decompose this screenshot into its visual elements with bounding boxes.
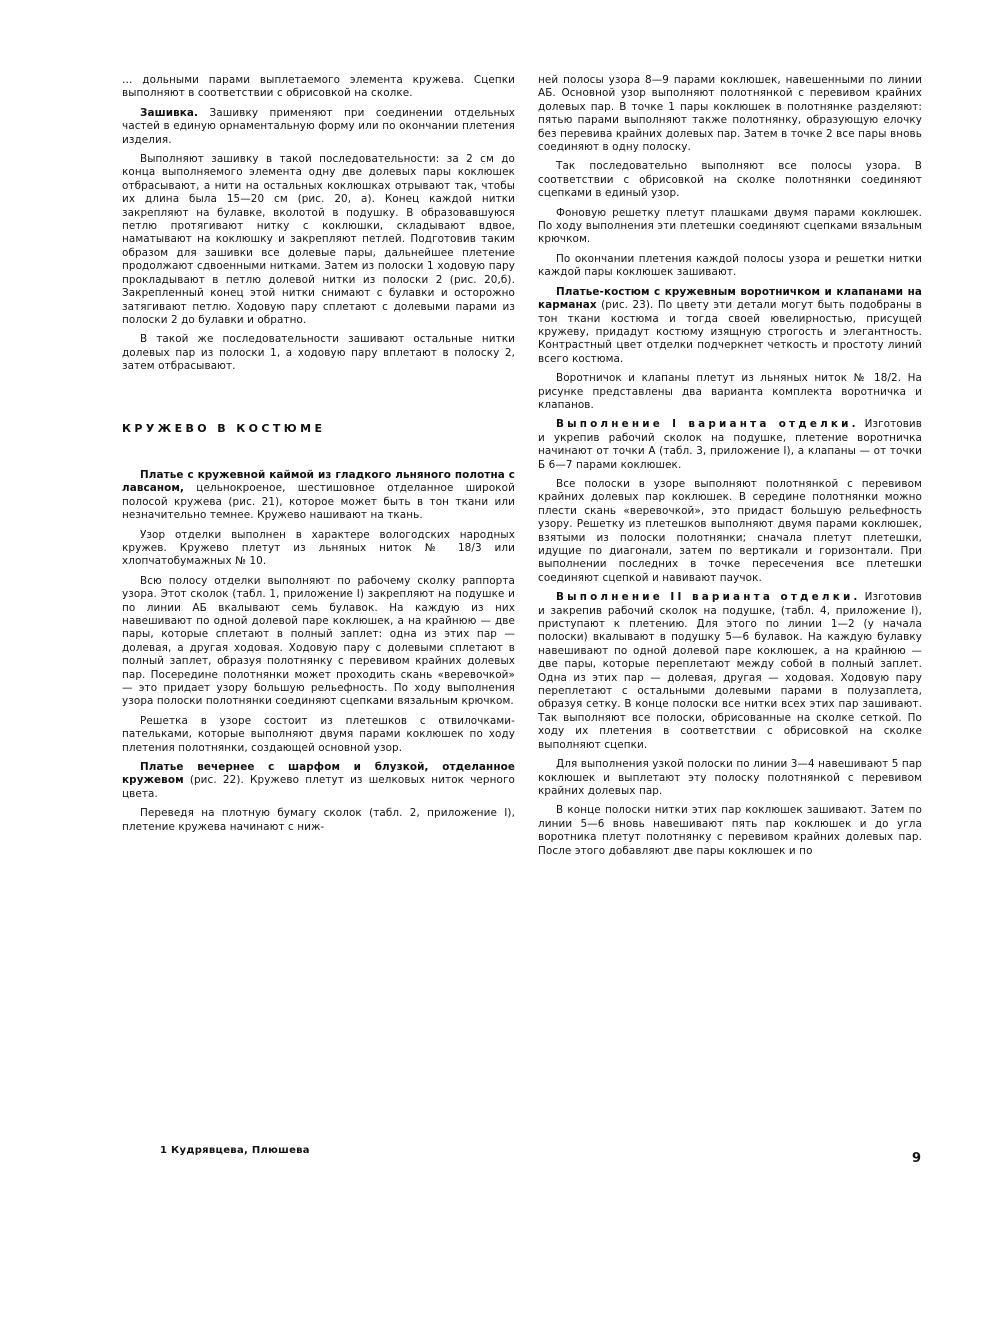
paragraph: ней полосы узора 8—9 парами коклюшек, навешенными по линии АБ. Основной узор выполняют полотнянкой с перевивом крайних долевых пар. В точке 1 пары коклюшек в полотнянке разделяют: пятью парами выполняют также полотнянку, образующую елочку без перевива крайних долевых пар. Затем в точке 2 все пары вновь соединяют в одну полоску. xyxy=(538,74,922,154)
paragraph-text: Изготовив и укрепив рабочий сколок на подушке, плетение воротничка начинают от точки А (табл. 3, приложение I), а клапаны — от точки Б 6—7 парами коклюшек. xyxy=(538,418,923,471)
paragraph xyxy=(538,418,922,472)
bold-lead: Платье с кружевной каймой из гладкого льняного полотна с лавсаном, xyxy=(122,468,515,495)
page-number: 9 xyxy=(912,1151,922,1166)
paragraph xyxy=(122,761,515,801)
spaced-subheading: Выполнение II варианта отделки. xyxy=(556,591,861,604)
paragraph-text: Зашивку применяют при соединении отдельных частей в единую орнаментальную форму или по окончании плетения изделия. xyxy=(122,106,515,146)
paragraph xyxy=(122,107,515,147)
footer-signature: 1 Кудрявцева, Плюшева xyxy=(160,1145,310,1156)
paragraph: Для выполнения узкой полоски по линии 3—4 навешивают 5 пар коклюшек и выплетают эту полоску полотнянкой с перевивом крайних долевых пар. xyxy=(538,758,922,797)
paragraph: Воротничок и клапаны плетут из льняных ниток № 18/2. На рисунке представлены два варианта комплекта воротничка и клапанов. xyxy=(538,372,922,411)
paragraph: В такой же последовательности зашивают остальные нитки долевых пар из полоски 1, а ходовую пару вплетают в полоску 2, затем отбрасывают. xyxy=(122,333,515,373)
paragraph: … дольными парами выплетаемого элемента кружева. Сцепки выполняют в соответствии с обрисовкой на сколке. xyxy=(122,74,515,100)
paragraph-text: (рис. 22). Кружево плетут из шелковых ниток черного цвета. xyxy=(122,774,515,800)
paragraph-text: цельнокроеное, шестишовное отделанное широкой полосой кружева (рис. 21), которое может быть в тон ткани или незначительно темнее. Кружево нашивают на ткань. xyxy=(122,482,515,522)
paragraph: Выполняют зашивку в такой последовательности: за 2 см до конца выполняемого элемента одну две долевых пары коклюшек отбрасывают, а нити на остальных коклюшках отрывают так, чтобы их длина была 15—20 см (рис. 20, а). Конец каждой нитки закрепляют на булавке, вколотой в подушку. В образовавшуюся петлю протягивают нитку с коклюшки, складывают вдвое, наматывают на коклюшку и закрепляют петлей. Подготовив таким образом для зашивки все долевые пары, дальнейшее плетение продолжают сдвоенными нитками. Затем из полоски 1 ходовую пару прокладывают в петлю долевой нитки из полоски 2 (рис. 20,б). Закрепленный конец этой нитки снимают с булавки и осторожно затягивают петлю. Ходовую пару сплетают с долевыми парами из полоски 2 до булавки и обратно. xyxy=(122,153,515,326)
bold-lead: Платье-костюм с кружевным воротничком и клапанами на карманах xyxy=(538,285,922,312)
section-heading: КРУЖЕВО В КОСТЮМЕ xyxy=(122,421,326,435)
paragraph: Все полоски в узоре выполняют полотнянкой с перевивом крайних долевых пар коклюшек. В середине полотнянки можно плести скань «веревочкой», это придаст большую рельефность узору. Решетку из плетешков выполняют двумя парами коклюшек, взятыми из полоски полотнянки; сначала плетут плетешки, идущие по диагонали, затем по вертикали и горизонтали. При выполнении последних в точке пересечения все плетешки соединяют сцепкой и навивают паучок. xyxy=(538,477,922,584)
paragraph: Переведя на плотную бумагу сколок (табл. 2, приложение I), плетение кружева начинают с ниж- xyxy=(122,807,515,833)
paragraph-text: (рис. 23). По цвету эти детали могут быть подобраны в тон ткани костюма и тогда своей ювелирностью, присущей кружеву, придадут костюму изящную строгость и элегантность. Контрастный цвет отделки подчеркнет четкость и простоту линий всего костюма. xyxy=(538,299,922,365)
paragraph: Всю полосу отделки выполняют по рабочему сколку раппорта узора. Этот сколок (табл. 1, приложение I) закрепляют на подушке и по линии АБ вкалывают семь булавок. На каждую из них навешивают по одной долевой паре коклюшек, а на крайнюю — две пары, которые сплетают в полный заплет: одна из этих пар — долевая, а другая ходовая. Ходовую пару с долевыми сплетают в полный заплет, образуя полотнянку с перевивом крайних долевых пар. Посередине полотнянки может проходить скань «веревочкой» — это придает узору большую рельефность. По ходу выполнения узора полоски полотнянки соединяют сцепками вязальным крючком. xyxy=(122,574,515,708)
paragraph-text: Изготовив и закрепив рабочий сколок на подушке, (табл. 4, приложение I), приступают к плетению. Для этого по линии 1—2 (у начала полоски) вкалывают в подушку 5—6 булавок. На каждую булавку навешивают по одной долевой паре коклюшек, а на крайнюю — две пары, которые переплетают между собой в полный заплет. Одна из этих пар — долевая, другая — ходовая. Ходовую пару переплетают с остальными долевыми парами в полузаплета, образуя сетку. В конце полоски все нитки всех этих пар зашивают. Так выполняют все полоски, обрисованные на сколке сеткой. По ходу их плетения в соответствии с обрисовкой на сколке выполняют сцепки. xyxy=(538,591,923,751)
paragraph xyxy=(538,591,922,752)
paragraph: По окончании плетения каждой полосы узора и решетки нитки каждой пары коклюшек зашивают. xyxy=(538,252,922,279)
paragraph: Фоновую решетку плетут плашками двумя парами коклюшек. По ходу выполнения эти плетешки соединяют сцепками вязальным крючком. xyxy=(538,206,922,246)
paragraph xyxy=(538,286,922,366)
left-column xyxy=(122,74,515,840)
bold-lead: Платье вечернее с шарфом и блузкой, отделанное кружевом xyxy=(122,761,515,787)
paragraph: В конце полоски нитки этих пар коклюшек зашивают. Затем по линии 5—6 вновь навешивают пять пар коклюшек и до угла воротника плетут полотнянку с перевивом крайних долевых пар. После этого добавляют две пары коклюшек и по xyxy=(538,804,922,857)
run-in-title: Зашивка. xyxy=(140,106,199,119)
spaced-subheading: Выполнение I варианта отделки. xyxy=(556,418,859,431)
paragraph: Так последовательно выполняют все полосы узора. В соответствии с обрисовкой на сколке полотнянки соединяют сцепками в единый узор. xyxy=(538,160,922,200)
paragraph xyxy=(122,469,515,523)
paragraph: Решетка в узоре состоит из плетешков с отвилочками-пательками, которые выполняют двумя парами коклюшек по ходу плетения полотнянки, создающей основной узор. xyxy=(122,714,515,754)
paragraph: Узор отделки выполнен в характере вологодских народных кружев. Кружево плетут из льняных ниток № 18/3 или хлопчатобумажных № 10. xyxy=(122,528,515,568)
right-column xyxy=(538,74,922,864)
